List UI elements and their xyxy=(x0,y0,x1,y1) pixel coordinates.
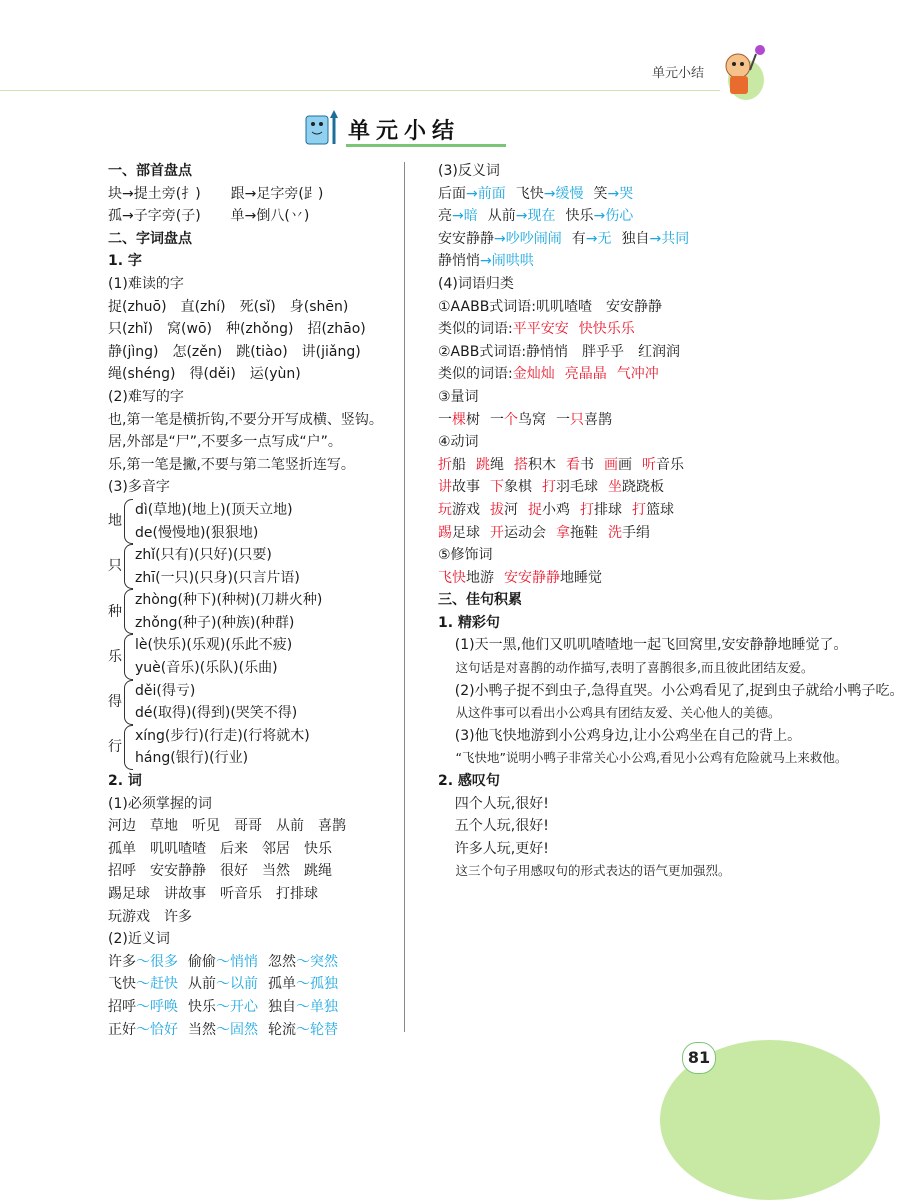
synonym-word: 忽然 xyxy=(268,953,296,970)
abb-line: ②ABB式词语:静悄悄 胖乎乎 红润润 xyxy=(438,343,681,360)
sentence: (1)天一黑,他们又叽叽喳喳地一起飞回窝里,安安静静地睡觉了。 xyxy=(454,637,848,654)
verb-object: 篮球 xyxy=(646,501,674,518)
similar-word: 气冲冲 xyxy=(616,366,659,383)
tilde-icon: ～ xyxy=(296,976,310,993)
arrow-icon: → xyxy=(543,185,556,202)
verb: 开 xyxy=(490,524,504,541)
measure-row xyxy=(438,409,748,432)
section-heading: 三、佳句积累 xyxy=(438,592,522,609)
modified-phrase: 地游 xyxy=(466,569,494,586)
verb: 折 xyxy=(438,456,452,473)
title-underline xyxy=(346,144,506,147)
mascot-icon xyxy=(716,40,772,104)
verb-object: 书 xyxy=(580,456,594,473)
hard-read-row: 绳(shéng) 得(děi) 运(yùn) xyxy=(108,366,301,383)
hard-read-row xyxy=(108,318,403,341)
synonym-row xyxy=(108,996,403,1019)
hard-write-row: 居,外部是“尸”,不要多一点写成“户”。 xyxy=(108,434,342,451)
verb: 画 xyxy=(604,456,618,473)
arrow-icon: → xyxy=(649,230,662,247)
antonym-word: 从前 xyxy=(487,208,516,225)
hard-write-row xyxy=(108,454,403,477)
synonym-word: 许多 xyxy=(108,953,136,970)
verb: 踢 xyxy=(438,524,452,541)
word-row xyxy=(108,906,403,929)
polyphone-group xyxy=(108,634,403,679)
verb: 跳 xyxy=(476,456,490,473)
arrow-icon: → xyxy=(593,208,606,225)
section-heading: 二、字词盘点 xyxy=(108,230,192,247)
polyphone-brace xyxy=(124,544,133,589)
verb-object: 游戏 xyxy=(452,501,480,518)
antonym-match: 伤心 xyxy=(605,208,634,225)
polyphone-reading: děi(得亏) xyxy=(135,682,196,699)
subheading: ④动词 xyxy=(438,434,479,451)
polyphone-brace xyxy=(124,589,133,634)
tilde-icon: ～ xyxy=(296,998,310,1015)
exclamation: 五个人玩,很好! xyxy=(454,818,549,835)
verb: 打 xyxy=(542,479,556,496)
radical-item: → xyxy=(244,185,257,202)
tilde-icon: ～ xyxy=(296,1021,310,1038)
synonym-row xyxy=(108,973,403,996)
verb-object: 画 xyxy=(618,456,632,473)
arrow-icon: → xyxy=(452,208,464,225)
polyphone-reading xyxy=(135,544,300,567)
verb-object: 音乐 xyxy=(656,456,684,473)
polyphone-group xyxy=(108,589,403,634)
measure-noun: 树 xyxy=(466,411,480,428)
subheading: ③量词 xyxy=(438,388,479,405)
subheading: (3)反义词 xyxy=(438,163,500,179)
polyphone-char: 得 xyxy=(108,693,122,710)
subheading: ⑤修饰词 xyxy=(438,547,493,564)
synonym-match: 赶快 xyxy=(150,976,178,993)
subheading xyxy=(438,770,748,793)
antonym-word: 有 xyxy=(571,230,586,247)
subheading xyxy=(108,250,403,273)
verb: 讲 xyxy=(438,479,452,496)
hard-write-row xyxy=(108,431,403,454)
subheading: 1. 精彩句 xyxy=(438,614,500,631)
polyphone-brace xyxy=(124,634,133,679)
verb-object: 跷跷板 xyxy=(622,479,664,496)
polyphone-brace xyxy=(124,680,133,725)
verb-row xyxy=(438,476,748,499)
synonym-match: 悄悄 xyxy=(230,953,258,970)
polyphone-reading xyxy=(135,499,293,522)
word-row xyxy=(108,815,403,838)
modified-phrase: 地睡觉 xyxy=(560,569,602,586)
verb: 看 xyxy=(566,456,580,473)
synonym-word: 偷偷 xyxy=(188,953,216,970)
synonym-match: 轮替 xyxy=(310,1021,338,1038)
tilde-icon: ～ xyxy=(296,953,310,970)
exclamation: 许多人玩,更好! xyxy=(454,840,549,857)
subheading: (2)近义词 xyxy=(108,931,170,948)
radical-item: 块 xyxy=(108,185,122,202)
radical-item: 子字旁(子) xyxy=(133,208,201,225)
column-divider xyxy=(404,162,405,1032)
synonym-word: 飞快 xyxy=(108,976,136,993)
right-column xyxy=(438,160,904,883)
synonym-row xyxy=(108,1019,403,1042)
subheading: 2. 词 xyxy=(108,773,142,790)
synonym-match: 呼唤 xyxy=(150,998,178,1015)
page-number: 81 xyxy=(682,1042,716,1074)
antonym-word: 笑 xyxy=(593,185,608,202)
synonym-match: 单独 xyxy=(310,998,338,1015)
polyphone-reading: zhòng(种下)(种树)(刀耕火种) xyxy=(135,592,323,609)
polyphone-readings xyxy=(135,499,293,544)
polyphone-reading: de(慢慢地)(狠狠地) xyxy=(135,524,259,541)
aabb-line xyxy=(438,296,748,319)
verb-object: 积木 xyxy=(528,456,556,473)
antonym-row xyxy=(438,228,748,251)
tilde-icon: ～ xyxy=(216,953,230,970)
section-heading xyxy=(108,160,403,183)
measure-word: 只 xyxy=(570,411,584,428)
verb: 拿 xyxy=(556,524,570,541)
synonym-word: 快乐 xyxy=(188,998,216,1015)
synonym-match: 开心 xyxy=(230,998,258,1015)
tilde-icon: ～ xyxy=(136,998,150,1015)
word-row: 玩游戏 许多 xyxy=(108,908,192,925)
subheading: (2)难写的字 xyxy=(108,388,184,405)
hard-read-row xyxy=(108,296,403,319)
polyphone-group xyxy=(108,544,403,589)
antonym-match: 共同 xyxy=(661,230,690,247)
antonym-match: 暗 xyxy=(463,208,478,225)
similar-label: 类似的词语: xyxy=(438,321,513,338)
polyphone-brace xyxy=(124,499,133,544)
polyphone-reading: zhǐ(只有)(只好)(只要) xyxy=(135,547,272,564)
subheading xyxy=(108,770,403,793)
hard-read-row: 静(jìng) 怎(zěn) 跳(tiào) 讲(jiǎng) xyxy=(108,343,361,360)
subheading xyxy=(108,928,403,951)
radical-item: → xyxy=(122,208,134,225)
subheading xyxy=(438,544,748,567)
sentence-note: 这句话是对喜鹊的动作描写,表明了喜鹊很多,而且彼此团结友爱。 xyxy=(455,660,814,676)
subheading xyxy=(108,793,403,816)
modifier: 飞快 xyxy=(438,569,466,586)
hard-read-row: 捉(zhuō) 直(zhí) 死(sǐ) 身(shēn) xyxy=(108,298,349,315)
polyphone-reading xyxy=(135,612,322,635)
verb: 洗 xyxy=(608,524,622,541)
aabb-line: ①AABB式词语:叽叽喳喳 安安静静 xyxy=(438,298,663,315)
antonym-word: 独自 xyxy=(621,230,650,247)
polyphone-reading: dé(取得)(得到)(哭笑不得) xyxy=(135,705,298,722)
arrow-icon: → xyxy=(494,230,506,247)
similar-word: 平平安安 xyxy=(512,321,569,338)
hard-read-row xyxy=(108,363,403,386)
polyphone-reading xyxy=(135,567,300,590)
antonym-word: 快乐 xyxy=(565,208,594,225)
hard-read-row: 只(zhǐ) 窝(wō) 种(zhǒng) 招(zhāo) xyxy=(108,321,366,338)
verb-object: 小鸡 xyxy=(542,501,570,518)
antonym-match: 哭 xyxy=(619,185,634,202)
tilde-icon: ～ xyxy=(136,1021,150,1038)
measure-noun: 喜鹊 xyxy=(584,411,612,428)
polyphone-readings xyxy=(135,680,297,725)
section-heading: 一、部首盘点 xyxy=(108,163,192,179)
arrow-icon: → xyxy=(607,185,620,202)
polyphone-reading: zhǒng(种子)(种族)(种群) xyxy=(135,614,295,631)
antonym-word: 后面 xyxy=(438,185,466,202)
header-rule xyxy=(0,90,720,91)
measure-noun: 鸟窝 xyxy=(518,411,546,428)
tilde-icon: ～ xyxy=(136,976,150,993)
subheading xyxy=(108,476,403,499)
subheading xyxy=(438,273,748,296)
polyphone-reading xyxy=(135,634,292,657)
antonym-row xyxy=(438,183,748,206)
verb-object: 排球 xyxy=(594,501,622,518)
polyphone-group xyxy=(108,680,403,725)
sentence: (3)他飞快地游到小公鸡身边,让小公鸡坐在自己的背上。 xyxy=(454,727,802,744)
polyphone-reading: yuè(音乐)(乐队)(乐曲) xyxy=(135,660,278,677)
polyphone-readings xyxy=(135,634,292,679)
hard-write-row: 乐,第一笔是撇,不要与第二笔竖折连写。 xyxy=(108,456,355,473)
tilde-icon: ～ xyxy=(216,976,230,993)
polyphone-readings xyxy=(135,544,300,589)
verb-object: 足球 xyxy=(452,524,480,541)
sentence-note: “飞快地”说明小鸭子非常关心小公鸡,看见小公鸡有危险就马上来救他。 xyxy=(455,750,848,766)
subheading: (1)难读的字 xyxy=(108,275,184,292)
antonym-match: 无 xyxy=(597,230,612,247)
section-label: 单元小结 xyxy=(652,66,705,81)
subheading xyxy=(108,273,403,296)
similar-label: 类似的词语: xyxy=(438,366,513,383)
synonym-match: 恰好 xyxy=(150,1021,178,1038)
polyphone-reading xyxy=(135,702,297,725)
radical-row xyxy=(108,183,403,206)
antonym-match: 前面 xyxy=(477,185,506,202)
radical-item: → xyxy=(122,185,134,202)
hard-write-row xyxy=(108,409,403,432)
verb: 坐 xyxy=(608,479,622,496)
subheading: 1. 字 xyxy=(108,253,142,270)
section-heading xyxy=(438,589,748,612)
polyphone-reading xyxy=(135,725,310,748)
abb-line xyxy=(438,341,748,364)
verb-row xyxy=(438,454,748,477)
polyphone-reading: xíng(步行)(行走)(行将就木) xyxy=(135,727,310,744)
subheading xyxy=(438,431,748,454)
modifier-row xyxy=(438,567,748,590)
measure-prefix: 一 xyxy=(490,411,504,428)
polyphone-group xyxy=(108,725,403,770)
antonym-row xyxy=(438,205,748,228)
synonym-word: 正好 xyxy=(108,1021,136,1038)
synonym-match: 孤独 xyxy=(310,976,338,993)
radical-item: 提土旁(扌) xyxy=(133,185,201,202)
antonym-word: 飞快 xyxy=(515,185,544,202)
polyphone-group xyxy=(108,499,403,544)
synonym-row xyxy=(108,951,403,974)
subheading xyxy=(438,160,748,183)
word-row: 河边 草地 听见 哥哥 从前 喜鹊 xyxy=(108,818,346,835)
measure-prefix: 一 xyxy=(438,411,452,428)
radical-item: 跟 xyxy=(230,185,245,202)
verb: 打 xyxy=(632,501,646,518)
synonym-word: 孤单 xyxy=(268,976,296,993)
synonym-word: 当然 xyxy=(188,1021,216,1038)
verb-object: 羽毛球 xyxy=(556,479,598,496)
similar-word: 亮晶晶 xyxy=(564,366,607,383)
polyphone-reading: háng(银行)(行业) xyxy=(135,750,249,767)
antonym-match: 现在 xyxy=(527,208,556,225)
subheading xyxy=(438,386,748,409)
polyphone-brace xyxy=(124,725,133,770)
synonym-word: 招呼 xyxy=(108,998,136,1015)
antonym-match: 闹哄哄 xyxy=(491,253,534,270)
polyphone-reading xyxy=(135,680,297,703)
arrow-icon: → xyxy=(585,230,598,247)
sentence: (2)小鸭子捉不到虫子,急得直哭。小公鸡看见了,捉到虫子就给小鸭子吃。 xyxy=(454,682,904,699)
polyphone-reading xyxy=(135,657,292,680)
antonym-match: 缓慢 xyxy=(555,185,584,202)
verb-object: 绳 xyxy=(490,456,504,473)
polyphone-char: 只 xyxy=(108,558,122,575)
arrow-icon: → xyxy=(480,253,492,270)
radical-item: → xyxy=(244,208,257,225)
radical-item: 倒八(丷) xyxy=(256,208,310,225)
word-row xyxy=(108,883,403,906)
synonym-match: 很多 xyxy=(150,953,178,970)
similar-word: 快快乐乐 xyxy=(578,321,635,338)
section-heading xyxy=(108,228,403,251)
title-block xyxy=(296,108,506,148)
verb: 听 xyxy=(642,456,656,473)
subheading: (1)必须掌握的词 xyxy=(108,795,212,812)
radical-item: 足字旁(𧾷) xyxy=(256,185,324,202)
measure-prefix: 一 xyxy=(556,411,570,428)
polyphone-reading: lè(快乐)(乐观)(乐此不疲) xyxy=(135,637,293,654)
tilde-icon: ～ xyxy=(216,998,230,1015)
sentence-note: 这三个句子用感叹句的形式表达的语气更加强烈。 xyxy=(455,863,731,879)
antonym-word: 安安静静 xyxy=(438,230,494,247)
similar-row xyxy=(438,363,748,386)
verb: 拔 xyxy=(490,501,504,518)
modifier: 安安静静 xyxy=(504,569,560,586)
polyphone-char: 地 xyxy=(108,513,122,530)
word-row xyxy=(108,838,403,861)
verb-object: 故事 xyxy=(452,479,480,496)
verb: 打 xyxy=(580,501,594,518)
radical-item: 单 xyxy=(230,208,245,225)
similar-row xyxy=(438,318,748,341)
radical-row xyxy=(108,205,403,228)
polyphone-reading: dì(草地)(地上)(顶天立地) xyxy=(135,501,293,518)
verb-object: 河 xyxy=(504,501,518,518)
measure-word: 棵 xyxy=(452,411,466,428)
word-row xyxy=(108,860,403,883)
word-row: 招呼 安安静静 很好 当然 跳绳 xyxy=(108,863,332,880)
exclamation: 四个人玩,很好! xyxy=(454,795,549,812)
radical-item: 孤 xyxy=(108,208,122,225)
polyphone-reading xyxy=(135,522,293,545)
verb: 捉 xyxy=(528,501,542,518)
sentence-note: 从这件事可以看出小公鸡具有团结友爱、关心他人的美德。 xyxy=(455,705,781,721)
tilde-icon: ～ xyxy=(216,1021,230,1038)
synonym-word: 独自 xyxy=(268,998,296,1015)
subheading xyxy=(438,612,748,635)
arrow-icon: → xyxy=(466,185,478,202)
similar-word: 金灿灿 xyxy=(512,366,555,383)
synonym-word: 从前 xyxy=(188,976,216,993)
synonym-word: 轮流 xyxy=(268,1021,296,1038)
verb-object: 象棋 xyxy=(504,479,532,496)
polyphone-char: 行 xyxy=(108,739,122,756)
antonym-row xyxy=(438,250,748,273)
synonym-match: 以前 xyxy=(230,976,258,993)
verb: 玩 xyxy=(438,501,452,518)
verb-row xyxy=(438,522,748,545)
synonym-match: 突然 xyxy=(310,953,338,970)
verb: 搭 xyxy=(514,456,528,473)
arrow-icon: → xyxy=(515,208,528,225)
synonym-match: 固然 xyxy=(230,1021,258,1038)
polyphone-reading: zhī(一只)(只身)(只言片语) xyxy=(135,569,300,586)
antonym-word: 亮 xyxy=(438,208,452,225)
subheading: (4)词语归类 xyxy=(438,275,514,292)
verb-object: 拖鞋 xyxy=(570,524,598,541)
page-title: 单元小结 xyxy=(348,119,461,144)
polyphone-readings xyxy=(135,589,322,634)
antonym-match: 吵吵闹闹 xyxy=(505,230,562,247)
subheading: 2. 感叹句 xyxy=(438,773,500,790)
polyphone-reading xyxy=(135,747,310,770)
subheading: (3)多音字 xyxy=(108,479,170,496)
left-column xyxy=(108,160,403,1041)
word-row: 孤单 叽叽喳喳 后来 邻居 快乐 xyxy=(108,840,332,857)
verb-object: 船 xyxy=(452,456,466,473)
verb-object: 手绢 xyxy=(622,524,650,541)
measure-word: 个 xyxy=(504,411,518,428)
polyphone-char: 种 xyxy=(108,603,122,620)
hard-write-row: 也,第一笔是横折钩,不要分开写成横、竖钩。 xyxy=(108,411,383,428)
polyphone-reading xyxy=(135,589,322,612)
word-row: 踢足球 讲故事 听音乐 打排球 xyxy=(108,886,318,902)
tilde-icon: ～ xyxy=(136,953,150,970)
verb-object: 运动会 xyxy=(504,524,546,541)
book-mascot-icon xyxy=(296,108,344,148)
antonym-word: 静悄悄 xyxy=(438,253,480,270)
subheading xyxy=(108,386,403,409)
polyphone-char: 乐 xyxy=(108,648,122,665)
verb: 下 xyxy=(490,479,504,496)
hard-read-row xyxy=(108,341,403,364)
verb-row xyxy=(438,499,748,522)
polyphone-readings xyxy=(135,725,310,770)
